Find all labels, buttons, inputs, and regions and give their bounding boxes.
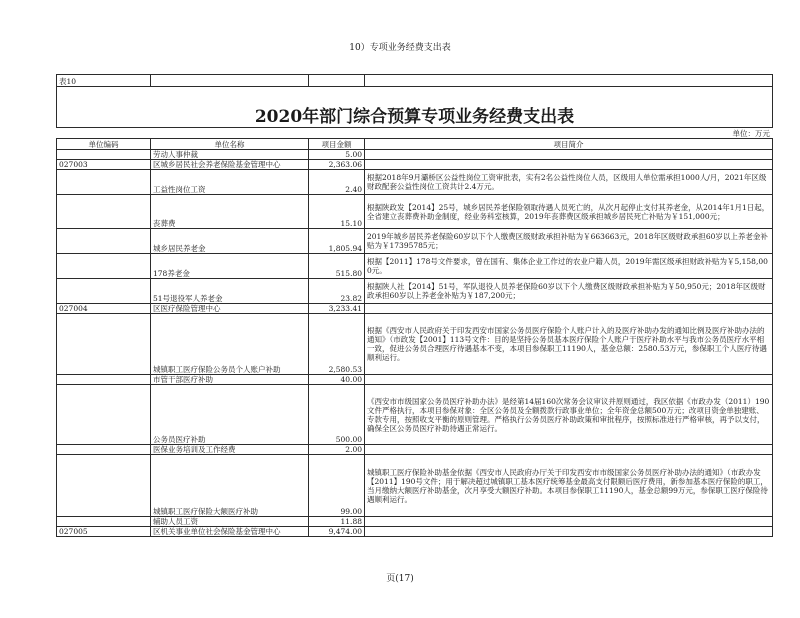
row-amount: 2,580.53	[309, 314, 365, 375]
unit-row	[57, 128, 773, 139]
row-amount: 11.88	[309, 517, 365, 527]
row-name: 51号退役军人养老金	[151, 279, 309, 304]
row-desc: 城镇职工医疗保险补助基金依据《西安市人民政府办厅关于印发西安市市级国家公务员医疗补助办法的通知》（市政办发【2011】190号文件；用于解决超过城镇职工基本医疗统筹基金最高支付限额后医疗费用，新参加基本医疗保险的职工，当月缴纳大额医疗补助基金，次月享受大额医疗补助。本项目参保职工11190人，基金总额99万元，参保职工医疗保险待遇顺利运行。	[365, 455, 773, 517]
col-header-amount: 项目金额	[309, 139, 365, 150]
row-name: 市管干部医疗补助	[151, 375, 309, 385]
row-desc: 2019年城乡居民养老保险60岁以下个人缴费区级财政承担补贴为￥663663元，2018年区级财政承担60岁以上养老金补贴为￥17395785元；	[365, 229, 773, 254]
row-name: 工益性岗位工资	[151, 170, 309, 195]
col-header-code: 单位编码	[57, 139, 151, 150]
row-code: 027003	[57, 160, 151, 170]
row-name: 丧葬费	[151, 195, 309, 229]
table-row	[57, 195, 773, 229]
table-row	[57, 150, 773, 160]
row-code: 027005	[57, 527, 151, 537]
row-name: 劳动人事仲裁	[151, 150, 309, 160]
row-amount: 515.80	[309, 254, 365, 279]
row-amount: 2.40	[309, 170, 365, 195]
table-row	[57, 279, 773, 304]
row-desc: 《西安市市级国家公务员医疗补助办法》是经第14届160次常务会议审议并原则通过，我区依据《市政办发（2011）190文件严格执行，本项目参保对象：全区公务员及全额拨款行政事业单位；全年资金总额500万元；改项目资金单独建账、专款专用，按照收支平衡的原则管理。严格执行公务员医疗补助政策和审批程序，按照标准进行严格审核，再予以支付，确保全区公务员医疗补助待遇正常运行。	[365, 385, 773, 445]
row-amount: 9,474.00	[309, 527, 365, 537]
row-amount: 5.00	[309, 150, 365, 160]
label-row	[57, 75, 773, 87]
page-header: 10）专项业务经费支出表	[349, 43, 451, 53]
row-name: 城乡居民养老金	[151, 229, 309, 254]
row-name: 区机关事业单位社会保险基金管理中心	[151, 527, 309, 537]
header-row	[57, 139, 773, 150]
table-row	[57, 445, 773, 455]
row-amount: 500.00	[309, 385, 365, 445]
table-row	[57, 455, 773, 517]
row-name: 城镇职工医疗保险公务员个人账户补助	[151, 314, 309, 375]
table-row	[57, 229, 773, 254]
row-amount: 40.00	[309, 375, 365, 385]
table-row	[57, 517, 773, 527]
row-amount: 3,233.41	[309, 304, 365, 314]
table-row	[57, 304, 773, 314]
col-header-name: 单位名称	[151, 139, 309, 150]
row-amount: 1,805.94	[309, 229, 365, 254]
row-name: 医保业务培训及工作经费	[151, 445, 309, 455]
row-amount: 2,363.06	[309, 160, 365, 170]
row-desc: 根据陕政发【2014】25号，城乡居民养老保险领取待遇人员死亡的，从次月起停止支付其养老金，从2014年1月1日起，全省建立丧葬费补助金制度，经业务科室核算，2019年丧葬费区级承担城乡居民死亡补贴为￥151,000元；	[365, 195, 773, 229]
table-row	[57, 314, 773, 375]
table-title: 2020年部门综合预算专项业务经费支出表	[57, 87, 773, 128]
row-name: 辅助人员工资	[151, 517, 309, 527]
row-name: 178养老金	[151, 254, 309, 279]
table-row	[57, 254, 773, 279]
row-desc: 根据2018年9月灞桥区公益性岗位工资审批表，实有2名公益性岗位人员，区级用人单位需承担1000人/月，2021年区级财政配套公益性岗位工资共计2.4万元。	[365, 170, 773, 195]
row-amount: 99.00	[309, 455, 365, 517]
budget-table	[56, 74, 773, 537]
table-label: 表10	[57, 75, 151, 87]
table-row	[57, 527, 773, 537]
unit-label: 单位：万元	[57, 128, 773, 139]
row-name: 公务员医疗补助	[151, 385, 309, 445]
row-amount: 23.82	[309, 279, 365, 304]
table-row	[57, 160, 773, 170]
row-desc: 根据【2011】178号文件要求，曾在国有、集体企业工作过的农业户籍人员，2019年需区级承担财政补贴为￥5,158,000元。	[365, 254, 773, 279]
row-desc: 根据陕人社【2014】51号，军队退役人员养老保险60岁以下个人缴费区级财政承担补贴为￥50,950元；2018年区级财政承担60岁以上养老金补贴为￥187,200元；	[365, 279, 773, 304]
row-amount: 15.10	[309, 195, 365, 229]
row-amount: 2.00	[309, 445, 365, 455]
page-footer: 页(17)	[386, 574, 414, 584]
table-row	[57, 385, 773, 445]
row-name: 区城乡居民社会养老保险基金管理中心	[151, 160, 309, 170]
row-name: 城镇职工医疗保险大额医疗补助	[151, 455, 309, 517]
title-row	[57, 87, 773, 128]
table-row	[57, 170, 773, 195]
row-name: 区医疗保险管理中心	[151, 304, 309, 314]
table-row	[57, 375, 773, 385]
row-code: 027004	[57, 304, 151, 314]
col-header-desc: 项目简介	[365, 139, 773, 150]
row-desc: 根据《西安市人民政府关于印发西安市国家公务员医疗保险个人账户计入的及医疗补助办发的通知比例及医疗补助办法的通知》（市政发【2001】113号文件：目的是坚持公务员基本医疗保险个人账户于医疗补助水平与我市公务员医疗水平相一致，促进公务员合理医疗待遇基本不变，本项目参保职工11190人，基金总额：2580.53万元，参保职工个人医疗待遇顺利运行。	[365, 314, 773, 375]
